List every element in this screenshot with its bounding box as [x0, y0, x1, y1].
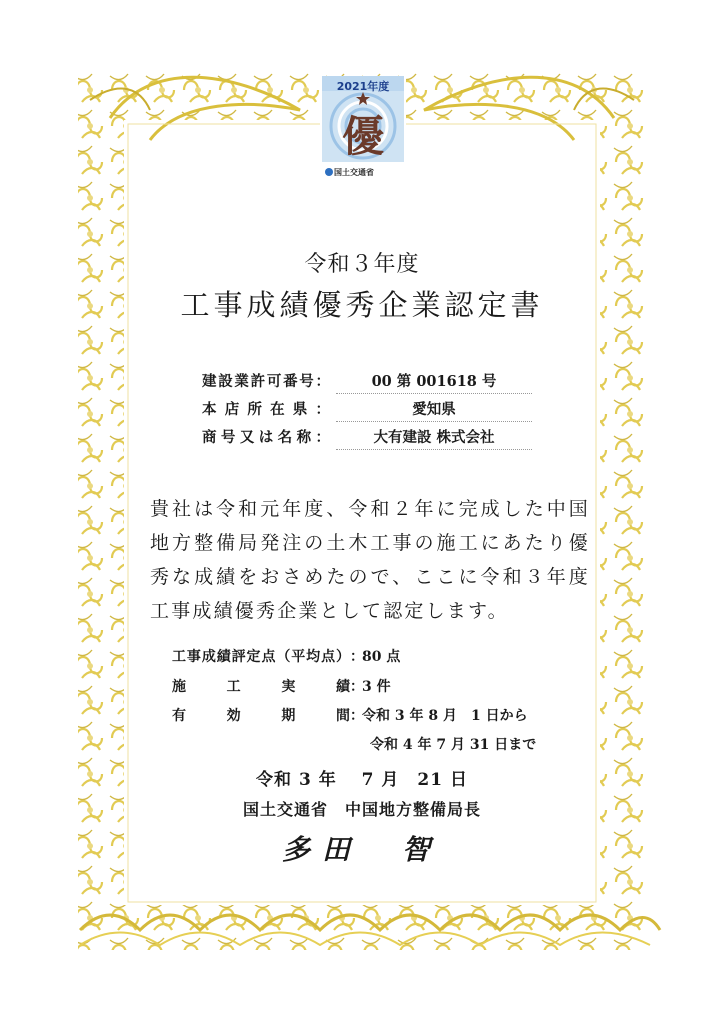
info-value: 00 第 001618 号 [336, 370, 532, 394]
info-label: 建設業許可番号： [202, 373, 330, 390]
detail-row-score [172, 646, 592, 668]
info-label: 本店所在県： [202, 401, 330, 418]
detail-row-validity [172, 705, 592, 727]
excellence-badge [320, 76, 406, 182]
detail-value: 令和 3 年 8 月 1 日から [362, 708, 528, 724]
info-label: 商号又は名称： [202, 429, 330, 446]
issue-date: 令和 3 年 7 月 21 日 [256, 770, 468, 790]
info-row-company-name [202, 424, 532, 448]
detail-colon: ： [350, 649, 364, 665]
info-row-prefecture [202, 396, 532, 420]
detail-row-results [172, 676, 592, 698]
certificate-subtitle: 令和３年度 [304, 252, 420, 277]
certificate-title: 工事成績優秀企業認定書 [180, 288, 544, 322]
detail-value: 3 件 [362, 679, 391, 695]
certificate-body: 貴社は令和元年度、令和２年に完成した中国地方整備局発注の土木工事の施工にあたり優秀な成績をおさめたので、ここに令和３年度工事成績優秀企業として認定します。 [150, 498, 590, 622]
badge-organization: 国土交通省 [334, 168, 374, 177]
info-row-license [202, 368, 532, 392]
detail-label: 施工実績 [172, 679, 350, 695]
detail-colon: ： [350, 708, 364, 724]
detail-colon: ： [350, 679, 364, 695]
detail-label: 工事成績評定点（平均点） [172, 649, 350, 665]
validity-end-date: 令和 4 年 7 月 31 日まで [370, 737, 537, 753]
info-value: 大有建設 株式会社 [336, 426, 532, 450]
info-value: 愛知県 [336, 398, 532, 422]
badge-year: 2021年度 [336, 80, 390, 93]
detail-value: 80 点 [362, 649, 401, 665]
signature: 多田 智 [281, 833, 442, 866]
detail-label: 有効期間 [172, 708, 350, 724]
badge-character: 優 [341, 112, 384, 161]
issuer-name: 国土交通省 中国地方整備局長 [242, 800, 481, 819]
